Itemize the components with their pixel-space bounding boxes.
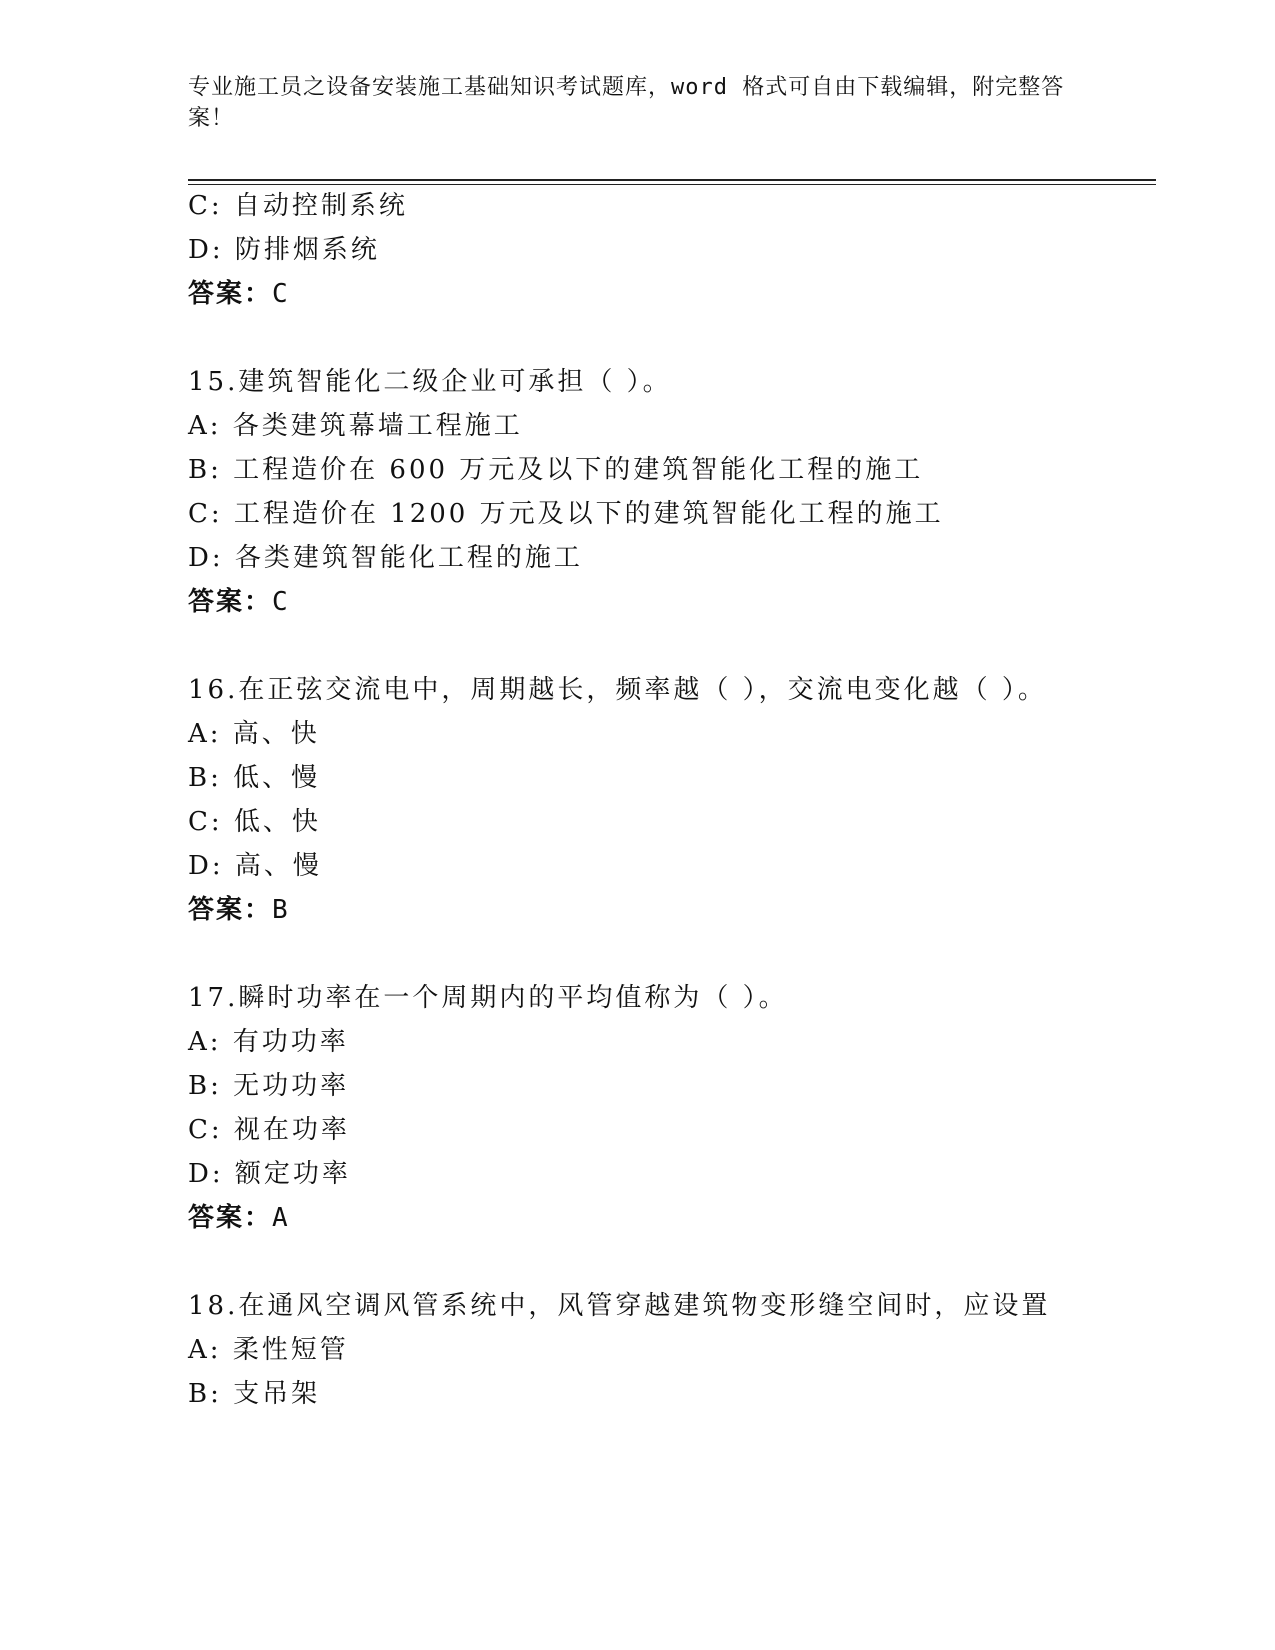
answer-value: A [272, 1203, 290, 1233]
header-divider-thick [188, 179, 1156, 181]
q17-option-a: A: 有功功率 [188, 1027, 349, 1057]
q15-answer [188, 584, 290, 620]
answer-value: C [272, 587, 290, 617]
q18-option-b: B: 支吊架 [188, 1379, 321, 1409]
answer-value: C [272, 279, 290, 309]
q16-option-b: B: 低、慢 [188, 763, 321, 793]
q15-option-c: C: 工程造价在 1200 万元及以下的建筑智能化工程的施工 [188, 499, 944, 529]
document-header: 专业施工员之设备安装施工基础知识考试题库，word 格式可自由下载编辑，附完整答案！ [188, 75, 1065, 131]
q15-stem: 15.建筑智能化二级企业可承担（ ）。 [188, 367, 672, 397]
q14-option-c: C: 自动控制系统 [188, 191, 408, 221]
q14-option-d: D: 防排烟系统 [188, 235, 380, 265]
q16-option-a: A: 高、快 [188, 719, 320, 749]
q17-stem: 17.瞬时功率在一个周期内的平均值称为（ ）。 [188, 983, 788, 1013]
q18-stem: 18.在通风空调风管系统中，风管穿越建筑物变形缝空间时，应设置 [188, 1291, 1051, 1321]
answer-label: 答案： [188, 279, 273, 309]
q17-answer [188, 1200, 290, 1236]
answer-value: B [272, 895, 290, 925]
q16-option-c: C: 低、快 [188, 807, 321, 837]
q15-option-a: A: 各类建筑幕墙工程施工 [188, 411, 523, 441]
q16-stem: 16.在正弦交流电中，周期越长，频率越（ ），交流电变化越（ ）。 [188, 675, 1047, 705]
answer-label: 答案： [188, 1203, 273, 1233]
q14-answer [188, 276, 290, 312]
answer-label: 答案： [188, 587, 273, 617]
q15-option-d: D: 各类建筑智能化工程的施工 [188, 543, 583, 573]
header-divider-thin [188, 184, 1156, 185]
q16-answer [188, 892, 290, 928]
answer-label: 答案： [188, 895, 273, 925]
q15-option-b: B: 工程造价在 600 万元及以下的建筑智能化工程的施工 [188, 455, 924, 485]
q17-option-b: B: 无功功率 [188, 1071, 350, 1101]
q16-option-d: D: 高、慢 [188, 851, 322, 881]
q17-option-c: C: 视在功率 [188, 1115, 350, 1145]
q17-option-d: D: 额定功率 [188, 1159, 351, 1189]
q18-option-a: A: 柔性短管 [188, 1335, 349, 1365]
